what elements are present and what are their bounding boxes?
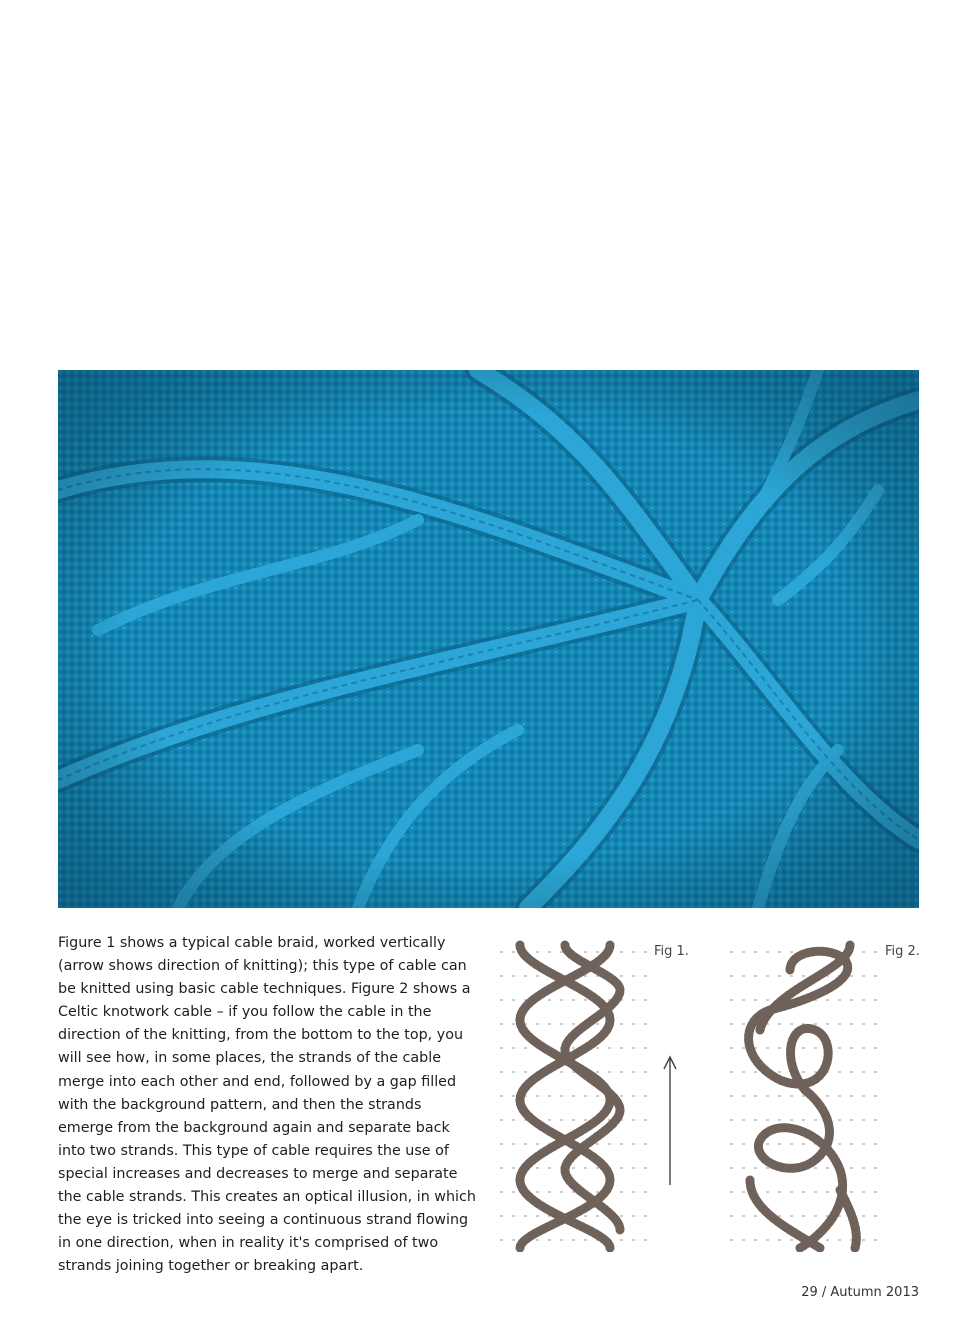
arrow-up-icon bbox=[662, 1055, 678, 1187]
fig2-label: Fig 2. bbox=[885, 944, 920, 959]
page-folio: 29 / Autumn 2013 bbox=[801, 1285, 919, 1300]
article-paragraph: Figure 1 shows a typical cable braid, worked vertically (arrow shows direction of knitting); this type of cable can be knitted using basic cable techniques. Figure 2 shows a Celtic knotwork cable – if you follow the cable in the direction of the knitting, from the bottom to the top, you will see how, in some places, the strands of the cable merge into each other and end, followed by a gap filled with the background pattern, and then the strands emerge from the background again and separate back into two strands. This type of cable requires the use of special increases and decreases to merge and separate the cable strands. This creates an optical illusion, in which the eye is tricked into seeing a continuous strand flowing in one direction, when in reality it's comprised of two strands joining together or breaking apart. bbox=[58, 935, 476, 1275]
fig1-cable-braid-diagram bbox=[500, 940, 650, 1252]
cable-texture-graphic bbox=[58, 370, 919, 908]
knitted-cable-photo bbox=[58, 370, 919, 908]
fig1-label: Fig 1. bbox=[654, 944, 689, 959]
fig2-celtic-knotwork-diagram bbox=[730, 940, 880, 1252]
